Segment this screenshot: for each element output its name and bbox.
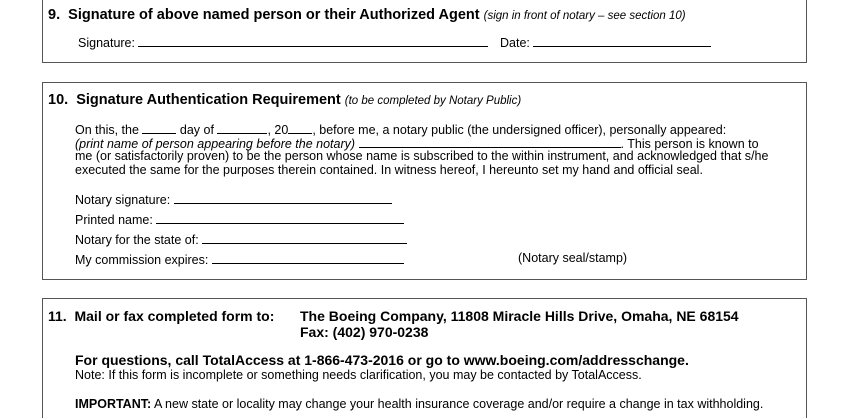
notary-state-row: Notary for the state of: [75,231,407,247]
signature-field[interactable] [138,34,488,47]
section-11-number: 11. [48,308,67,324]
fax-number: Fax: (402) 970-0238 [300,324,429,340]
section-10-number: 10. [48,92,69,108]
questions-contact: For questions, call TotalAccess at 1-866-473-2016 or go to www.boeing.com/addresschange. [75,352,689,368]
notary-seal-label: (Notary seal/stamp) [518,251,628,265]
notary-state-field[interactable] [202,231,407,244]
commission-row: My commission expires: [75,251,404,267]
section-9-note: (sign in front of notary – see section 10) [483,10,686,22]
authentication-line-1: On this, the day of , 20 , before me, a notary public (the undersigned officer), personally appeared: [75,123,727,137]
incomplete-form-note: Note: If this form is incomplete or something needs clarification, you may be contacted by TotalAccess. [75,368,642,382]
section-10-note: (to be completed by Notary Public) [344,95,522,107]
notary-signature-field[interactable] [174,191,392,204]
section-11-title: Mail or fax completed form to: [74,308,275,324]
section-10-heading [48,92,521,108]
year-field[interactable] [288,121,312,134]
signature-row [78,34,488,50]
date-row [500,34,711,50]
section-9-title: Signature of above named person or their Authorized Agent [68,7,480,23]
date-field[interactable] [533,34,711,47]
notary-signature-row: Notary signature: [75,191,392,207]
important-notice: IMPORTANT: A new state or locality may change your health insurance coverage and/or require a change in tax withholding. [75,397,764,411]
printed-name-row: Printed name: [75,211,404,227]
section-10-title: Signature Authentication Requirement [76,92,341,108]
authentication-line-3: me (or satisfactorily proven) to be the person whose name is subscribed to the within instrument, and acknowledged that s/he [75,149,769,163]
authentication-line-4: executed the same for the purposes therein contained. In witness hereof, I hereunto set my hand and official seal. [75,163,703,177]
section-11-heading [48,308,274,324]
month-field[interactable] [217,121,267,134]
day-field[interactable] [142,121,176,134]
printed-name-field[interactable] [156,211,404,224]
date-label: Date: [500,36,530,50]
person-name-field[interactable] [359,135,621,148]
signature-label: Signature: [78,36,135,50]
commission-expires-field[interactable] [212,251,404,264]
mailing-address: The Boeing Company, 11808 Miracle Hills Drive, Omaha, NE 68154 [300,308,739,324]
authentication-line-2: (print name of person appearing before the notary) . This person is known to [75,137,759,151]
section-9-heading [48,7,686,23]
section-9-number: 9. [48,7,61,23]
